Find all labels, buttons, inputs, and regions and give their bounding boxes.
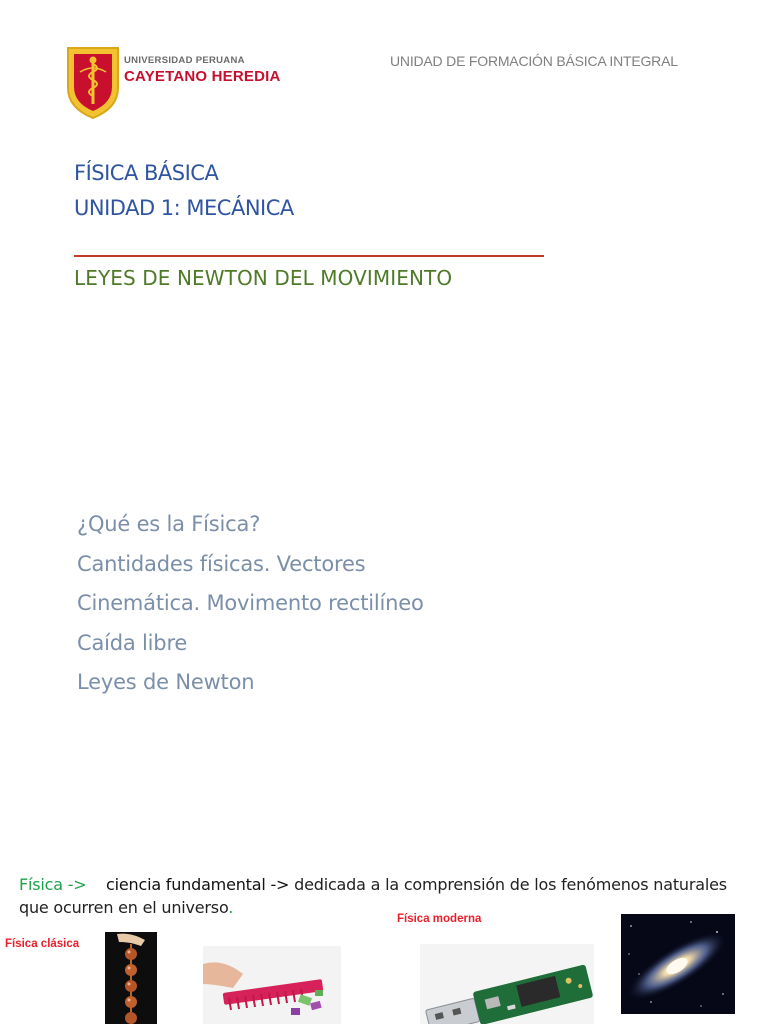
classical-physics-label: Física clásica — [5, 938, 80, 950]
definition-text: dedicada a la comprensión de los fenómenos naturales que ocurren en el universo — [19, 875, 727, 917]
physics-definition — [19, 873, 759, 919]
university-logo — [66, 44, 296, 122]
university-shield-icon — [66, 44, 120, 120]
topic-item: Caída libre — [77, 630, 188, 655]
topic-subtitle: LEYES DE NEWTON DEL MOVIMIENTO — [74, 266, 453, 290]
comb-static-image — [203, 946, 341, 1024]
pendulum-chain-image — [105, 932, 157, 1024]
definition-end: . — [228, 898, 234, 917]
modern-physics-label: Física moderna — [397, 913, 482, 925]
unit-header: UNIDAD DE FORMACIÓN BÁSICA INTEGRAL — [390, 53, 678, 69]
topic-item: Leyes de Newton — [77, 670, 255, 694]
logo-text-name: CAYETANO HEREDIA — [124, 68, 281, 85]
topic-item: Cantidades físicas. Vectores — [77, 551, 366, 576]
logo-text-university: UNIVERSIDAD PERUANA — [124, 55, 245, 66]
topic-item: Cinemática. Movimento rectilíneo — [77, 591, 424, 615]
topic-item: ¿Qué es la Física? — [77, 512, 261, 536]
galaxy-image — [621, 914, 735, 1014]
usb-device-image — [420, 944, 594, 1024]
course-title: FÍSICA BÁSICA — [74, 161, 219, 185]
topics-list — [77, 508, 424, 706]
title-divider — [74, 255, 544, 257]
definition-term: Física -> — [19, 875, 87, 894]
definition-highlight: ciencia fundamental -> — [106, 875, 290, 894]
unit-title: UNIDAD 1: MECÁNICA — [74, 196, 294, 220]
